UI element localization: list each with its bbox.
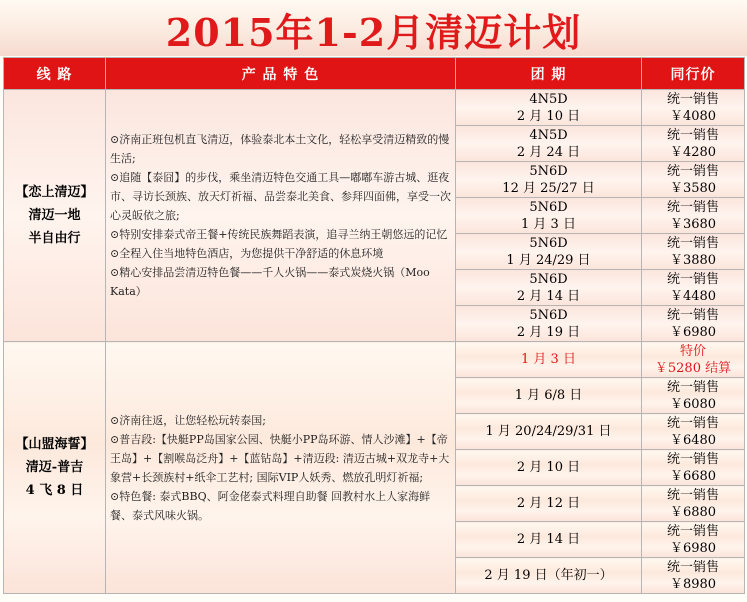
page-title: 2015年1-2月清迈计划 bbox=[165, 10, 582, 55]
route-cell-chiangmai-phuket bbox=[4, 342, 106, 594]
price-cell bbox=[642, 198, 745, 234]
price-label: 统一销售 bbox=[666, 91, 719, 107]
period-cell-special: 1 月 3 日 bbox=[456, 342, 642, 378]
feature-item: ⊙济南正班包机直飞清迈，体验泰北本土文化，轻松享受清迈精致的慢生活; bbox=[110, 133, 450, 165]
price-value: ￥6480 bbox=[669, 432, 717, 448]
price-value: ￥5280 结算 bbox=[654, 360, 732, 376]
route-type: 4 飞 8 日 bbox=[25, 483, 84, 498]
table-header-row bbox=[4, 58, 745, 90]
departure-date: 1 月 3 日 bbox=[521, 216, 576, 232]
price-cell bbox=[642, 378, 745, 414]
price-label: 统一销售 bbox=[666, 487, 719, 503]
price-cell bbox=[642, 558, 745, 594]
price-value: ￥6880 bbox=[669, 504, 717, 520]
price-cell bbox=[642, 162, 745, 198]
tour-schedule-table bbox=[3, 57, 745, 594]
feature-item: ⊙精心安排品尝清迈特色餐——千人火锅——泰式炭烧火锅（Moo Kata） bbox=[110, 266, 430, 298]
price-label: 统一销售 bbox=[666, 127, 719, 143]
feature-item: ⊙普吉段:【快艇PP岛国家公园、快艇小PP岛环游、情人沙滩】+【帝 王岛】+【割喉岛泛舟】+【蓝钻岛】+清迈段: 清迈古城+双龙寺+大象营+长颈族村+纸伞工艺村; 国际VIP人妖秀、燃放孔明灯祈福; bbox=[110, 432, 450, 484]
price-value: ￥3580 bbox=[669, 180, 717, 196]
feature-item: ⊙济南往返，让您轻松玩转泰国; bbox=[110, 413, 266, 427]
price-label: 统一销售 bbox=[666, 523, 719, 539]
price-cell bbox=[642, 126, 745, 162]
price-value: ￥3880 bbox=[669, 252, 717, 268]
departure-date: 2 月 19 日 bbox=[516, 324, 581, 340]
price-value: ￥3680 bbox=[669, 216, 717, 232]
route-type: 半自由行 bbox=[28, 231, 81, 246]
features-cell-chiangmai bbox=[106, 90, 456, 342]
period-cell bbox=[456, 162, 642, 198]
price-value: ￥4280 bbox=[669, 144, 717, 160]
price-cell bbox=[642, 90, 745, 126]
features-cell-chiangmai-phuket bbox=[106, 342, 456, 594]
header-price: 同行价 bbox=[642, 58, 745, 90]
price-value: ￥4480 bbox=[669, 288, 717, 304]
route-name: 【恋上清迈】 bbox=[15, 185, 94, 200]
price-label: 统一销售 bbox=[666, 415, 719, 431]
price-label: 统一销售 bbox=[666, 163, 719, 179]
price-value: ￥6080 bbox=[669, 396, 717, 412]
table-row bbox=[4, 90, 745, 126]
route-destination: 清迈一地 bbox=[28, 208, 81, 223]
feature-item: ⊙特别安排泰式帝王餐+传统民族舞蹈表演，追寻兰纳王朝悠远的记忆⊙全程入住当地特色酒店，为您提供干净舒适的休息环境 bbox=[110, 228, 448, 260]
price-cell-special bbox=[642, 342, 745, 378]
price-label: 统一销售 bbox=[666, 271, 719, 287]
price-label: 统一销售 bbox=[666, 379, 719, 395]
price-value: ￥4080 bbox=[669, 108, 717, 124]
period-cell bbox=[456, 126, 642, 162]
price-cell bbox=[642, 522, 745, 558]
title-banner bbox=[0, 0, 747, 56]
route-destination: 清迈-普吉 bbox=[25, 460, 84, 475]
price-label: 统一销售 bbox=[666, 199, 719, 215]
price-label: 统一销售 bbox=[666, 451, 719, 467]
departure-date: 2 月 10 日 bbox=[516, 108, 581, 124]
header-period: 团 期 bbox=[456, 58, 642, 90]
price-value: ￥8980 bbox=[669, 576, 717, 592]
price-label: 统一销售 bbox=[666, 235, 719, 251]
period-cell: 2 月 19 日（年初一） bbox=[456, 558, 642, 594]
duration: 5N6D bbox=[529, 307, 568, 323]
header-features: 产 品 特 色 bbox=[106, 58, 456, 90]
departure-date: 2 月 24 日 bbox=[516, 144, 581, 160]
duration: 5N6D bbox=[529, 163, 568, 179]
price-value: ￥6680 bbox=[669, 468, 717, 484]
departure-date: 12 月 25/27 日 bbox=[502, 180, 595, 196]
period-cell bbox=[456, 90, 642, 126]
period-cell: 2 月 12 日 bbox=[456, 486, 642, 522]
table-row bbox=[4, 342, 745, 378]
price-value: ￥6980 bbox=[669, 540, 717, 556]
duration: 5N6D bbox=[529, 235, 568, 251]
price-cell bbox=[642, 306, 745, 342]
duration: 5N6D bbox=[529, 271, 568, 287]
period-cell bbox=[456, 270, 642, 306]
price-value: ￥6980 bbox=[669, 324, 717, 340]
price-cell bbox=[642, 450, 745, 486]
price-cell bbox=[642, 414, 745, 450]
duration: 4N5D bbox=[529, 127, 568, 143]
period-cell bbox=[456, 234, 642, 270]
period-cell bbox=[456, 198, 642, 234]
price-cell bbox=[642, 270, 745, 306]
departure-date: 1 月 24/29 日 bbox=[506, 252, 591, 268]
period-cell: 1 月 6/8 日 bbox=[456, 378, 642, 414]
price-cell bbox=[642, 486, 745, 522]
period-cell bbox=[456, 306, 642, 342]
route-cell-chiangmai bbox=[4, 90, 106, 342]
feature-item: ⊙特色餐: 泰式BBQ、阿金佬泰式料理自助餐 回教村水上人家海鲜餐、泰式风味火锅。 bbox=[110, 489, 431, 522]
period-cell: 2 月 14 日 bbox=[456, 522, 642, 558]
duration: 5N6D bbox=[529, 199, 568, 215]
period-cell: 1 月 20/24/29/31 日 bbox=[456, 414, 642, 450]
price-cell bbox=[642, 234, 745, 270]
price-label: 统一销售 bbox=[666, 559, 719, 575]
departure-date: 2 月 14 日 bbox=[516, 288, 581, 304]
price-label: 特价 bbox=[679, 343, 706, 359]
route-name: 【山盟海誓】 bbox=[15, 437, 94, 452]
duration: 4N5D bbox=[529, 91, 568, 107]
period-cell: 2 月 10 日 bbox=[456, 450, 642, 486]
header-route: 线 路 bbox=[4, 58, 106, 90]
price-label: 统一销售 bbox=[666, 307, 719, 323]
feature-item: ⊙追随【泰囧】的步伐，乘坐清迈特色交通工具—嘟嘟车游古城、逛夜市、寻访长颈族、放天灯祈福、品尝泰北美食、参拜四面佛，享受一次心灵皈依之旅; bbox=[110, 171, 451, 222]
